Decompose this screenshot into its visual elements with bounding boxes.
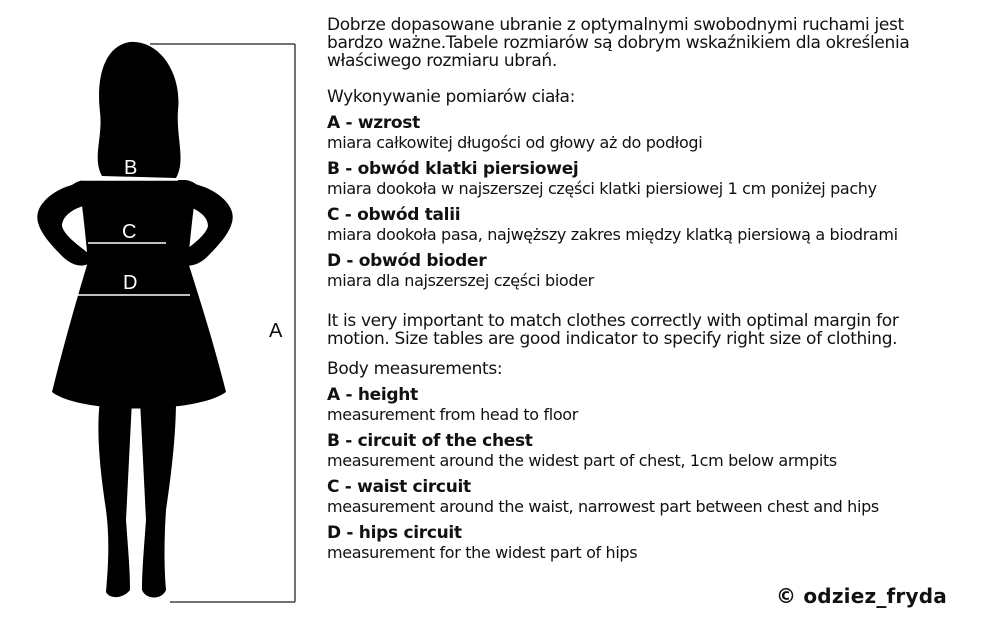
english-item-c bbox=[327, 477, 987, 516]
item-description: measurement around the waist, narrowest part between chest and hips bbox=[327, 497, 879, 516]
polish-item-d bbox=[327, 251, 987, 290]
english-item-b bbox=[327, 431, 987, 470]
label-b: B bbox=[124, 157, 138, 179]
item-description: measurement around the widest part of chest, 1cm below armpits bbox=[327, 451, 837, 470]
polish-item-b bbox=[327, 159, 987, 198]
english-intro-line: motion. Size tables are good indicator to specify right size of clothing. bbox=[327, 329, 898, 349]
item-title: A - height bbox=[327, 385, 418, 405]
item-title: D - hips circuit bbox=[327, 523, 462, 543]
polish-intro bbox=[327, 16, 987, 70]
english-intro bbox=[327, 312, 987, 348]
polish-intro-line: Dobrze dopasowane ubranie z optymalnymi swobodnymi ruchami jest bbox=[327, 15, 904, 35]
label-c: C bbox=[122, 221, 137, 243]
item-title: B - circuit of the chest bbox=[327, 431, 533, 451]
polish-item-c bbox=[327, 205, 987, 244]
polish-intro-line: bardzo ważne.Tabele rozmiarów są dobrym wskaźnikiem dla określenia bbox=[327, 33, 910, 53]
item-title: A - wzrost bbox=[327, 113, 420, 133]
polish-intro-line: właściwego rozmiaru ubrań. bbox=[327, 51, 557, 71]
item-title: D - obwód bioder bbox=[327, 251, 487, 271]
english-intro-line: It is very important to match clothes correctly with optimal margin for bbox=[327, 311, 899, 331]
item-title: B - obwód klatki piersiowej bbox=[327, 159, 579, 179]
item-description: miara całkowitej długości od głowy aż do podłogi bbox=[327, 133, 703, 152]
english-item-d bbox=[327, 523, 987, 562]
item-title: C - waist circuit bbox=[327, 477, 471, 497]
english-item-a bbox=[327, 385, 987, 424]
woman-silhouette bbox=[37, 42, 232, 598]
label-d: D bbox=[123, 272, 138, 294]
item-title: C - obwód talii bbox=[327, 205, 461, 225]
english-section bbox=[327, 312, 987, 562]
body-silhouette-figure bbox=[0, 0, 320, 633]
polish-item-a bbox=[327, 113, 987, 152]
polish-heading: Wykonywanie pomiarów ciała: bbox=[327, 87, 575, 107]
copyright-credit: © odziez_fryda bbox=[776, 584, 947, 608]
text-panel bbox=[327, 16, 987, 568]
polish-section bbox=[327, 16, 987, 290]
label-a: A bbox=[269, 320, 283, 342]
item-description: measurement from head to floor bbox=[327, 405, 578, 424]
item-description: miara dookoła pasa, najwęższy zakres między klatką piersiową a biodrami bbox=[327, 225, 898, 244]
item-description: miara dookoła w najszerszej części klatki piersiowej 1 cm poniżej pachy bbox=[327, 179, 877, 198]
item-description: miara dla najszerszej części bioder bbox=[327, 271, 594, 290]
item-description: measurement for the widest part of hips bbox=[327, 543, 638, 562]
english-heading: Body measurements: bbox=[327, 359, 503, 379]
